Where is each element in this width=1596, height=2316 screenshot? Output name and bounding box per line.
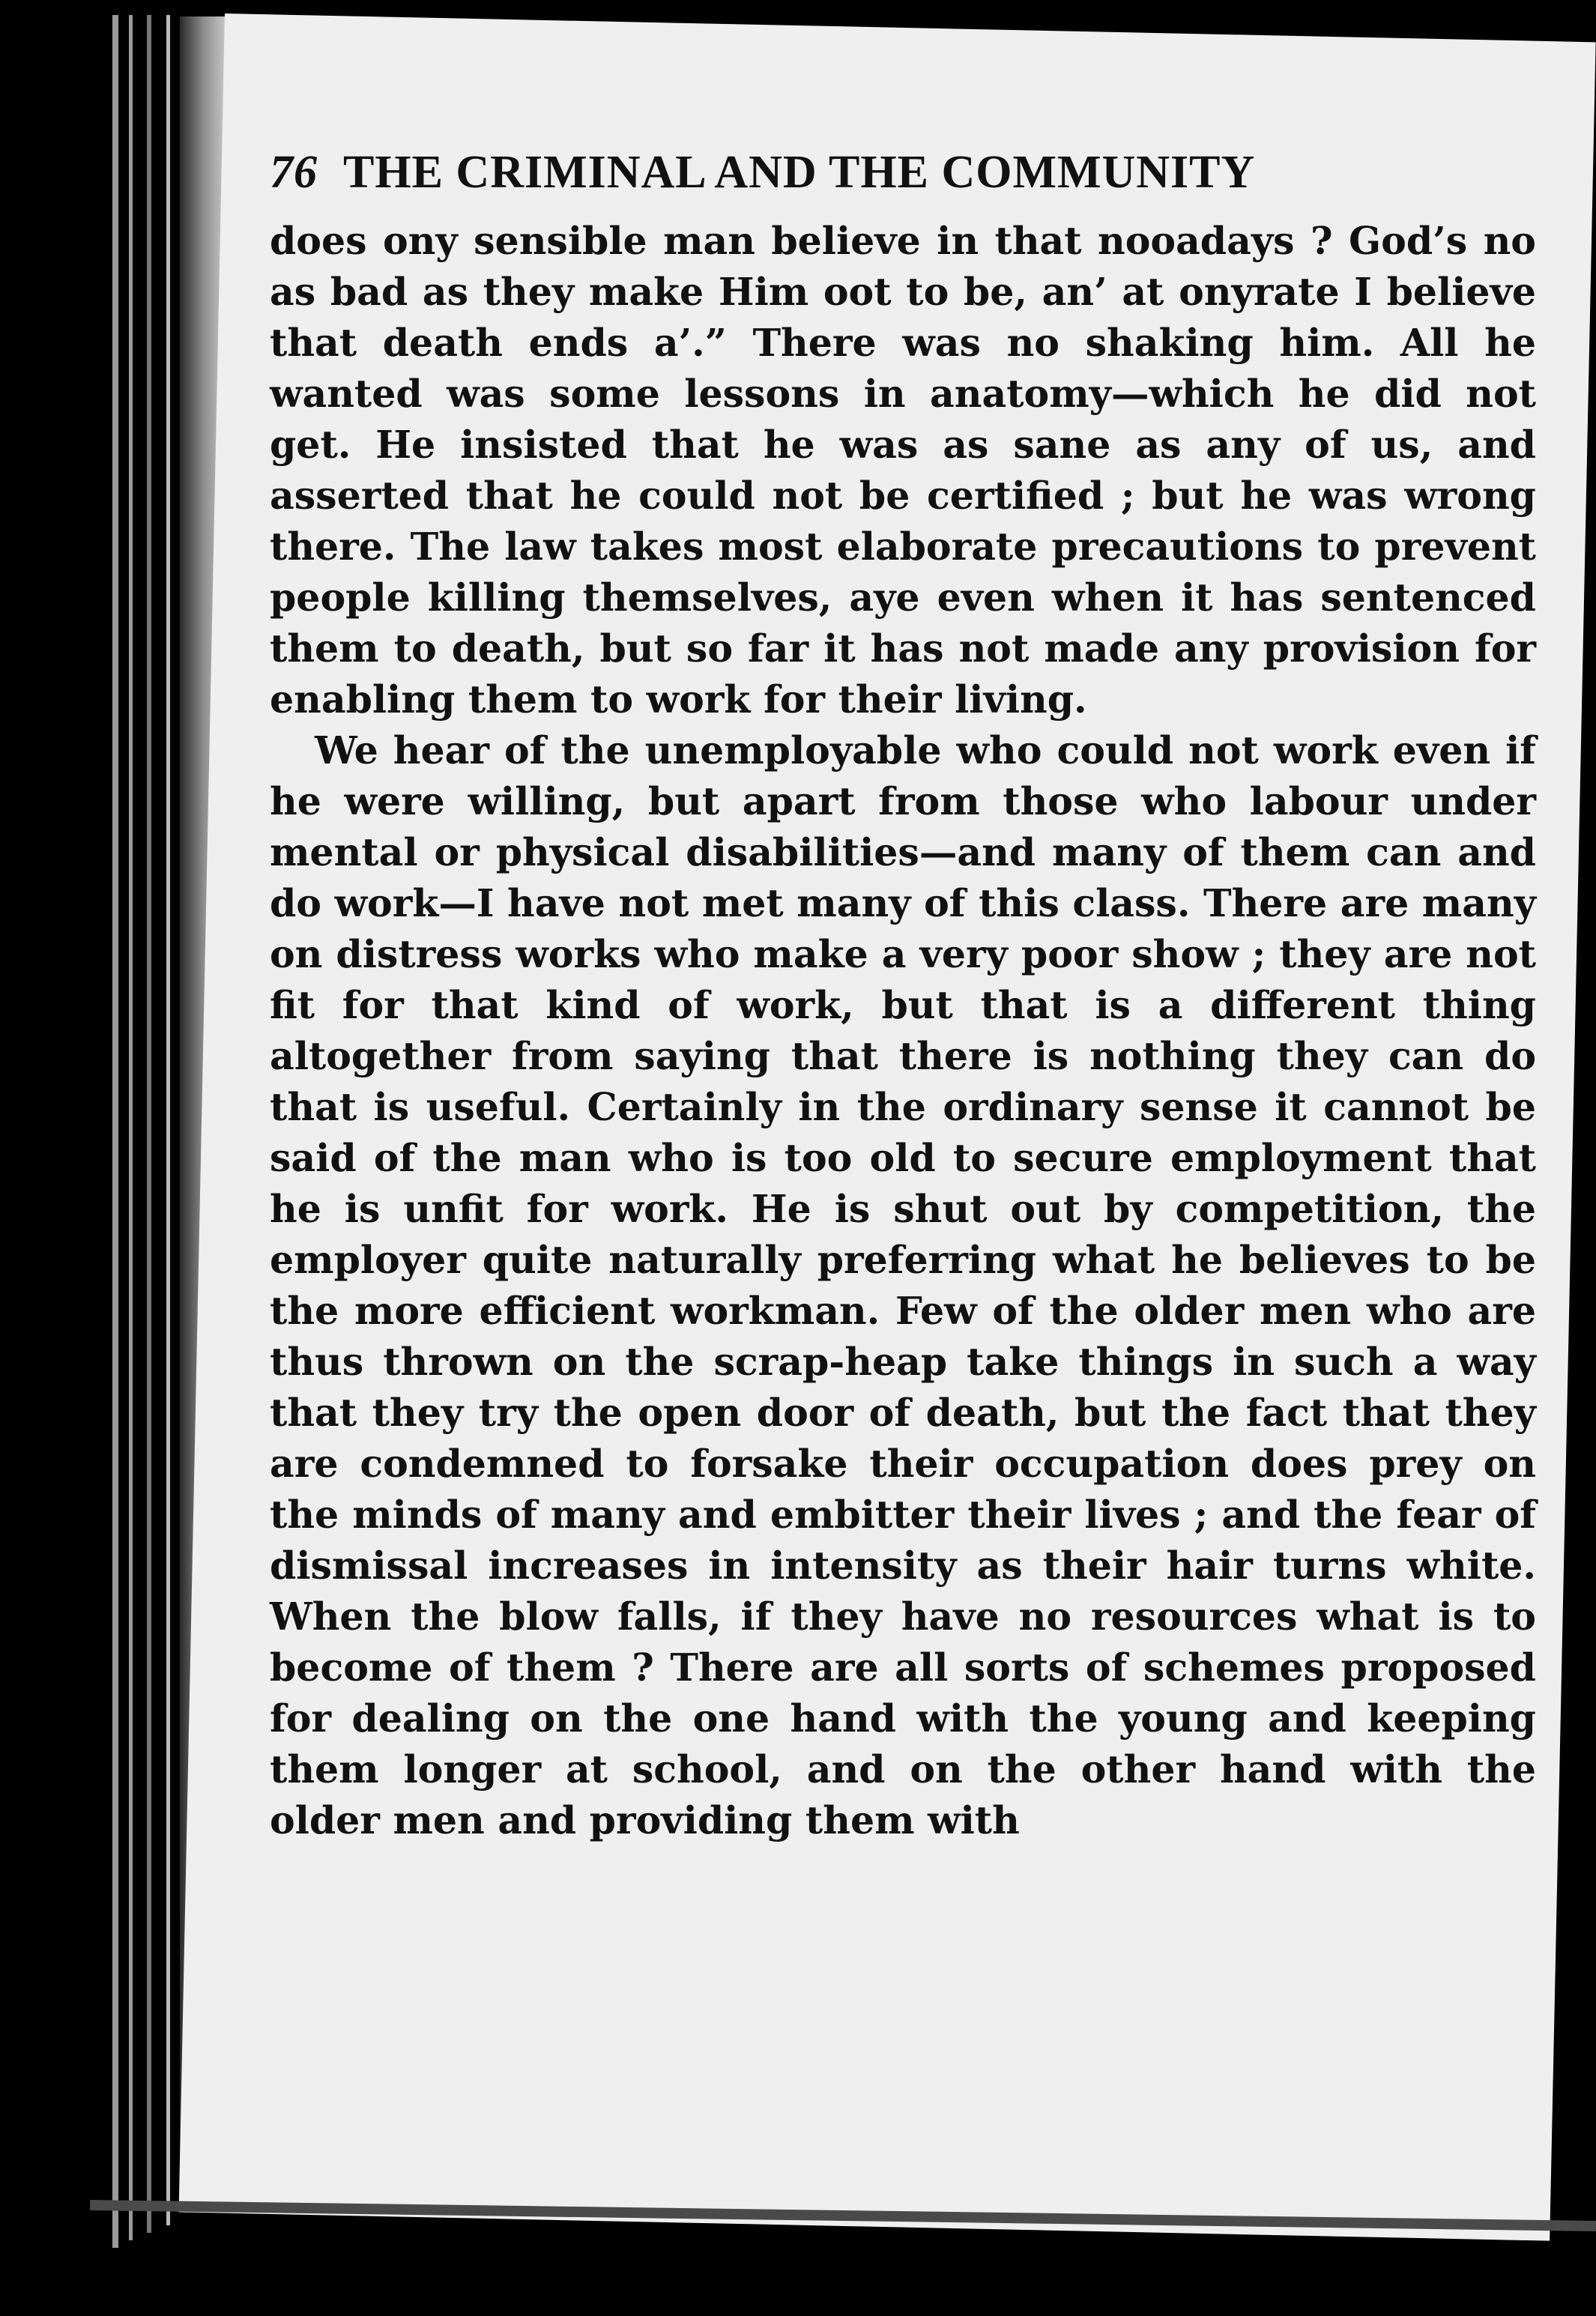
page-content xyxy=(270,146,1536,1846)
page-edge xyxy=(166,15,170,2225)
paragraph: does ony sensible man believe in that nooadays ? God’s no as bad as they make Him oot to be, an’ at onyrate I believe that death ends a’.” There was no shaking him. All he wanted was some lessons in anatomy—which he did not get. He insisted that he was as sane as any of us, and asserted that he could not be certified ; but he was wrong there. The law takes most elaborate precautions to prevent people killing themselves, aye even when it has sentenced them to death, but so far it has not made any provision for enabling them to work for their living. xyxy=(270,219,1536,722)
page-number: 76 xyxy=(270,147,318,198)
page-edge xyxy=(147,15,151,2233)
running-title: THE CRIMINAL AND THE COMMUNITY xyxy=(343,147,1256,198)
running-head xyxy=(270,146,1536,199)
page-edge xyxy=(129,15,133,2240)
paragraph: We hear of the unemployable who could not work even if he were willing, but apart from those who labour under mental or physical disabilities—and many of them can and do work—I have not met many of this class. There are many on distress works who make a very poor show ; they are not fit for that kind of work, but that is a different thing altogether from saying that there is nothing they can do that is useful. Certainly in the ordinary sense it cannot be said of the man who is too old to secure employment that he is unfit for work. He is shut out by competition, the employer quite naturally preferring what he believes to be the more efficient workman. Few of the older men who are thus thrown on the scrap-heap take things in such a way that they try the open door of death, but the fact that they are condemned to forsake their occupation does prey on the minds of many and embitter their lives ; and the fear of dismissal increases in intensity as their hair turns white. When the blow falls, if they have no resources what is to become of them ? There are all sorts of schemes proposed for dealing on the one hand with the young and keeping them longer at school, and on the other hand with the older men and providing them with xyxy=(270,728,1536,1842)
page-edge xyxy=(112,15,118,2248)
